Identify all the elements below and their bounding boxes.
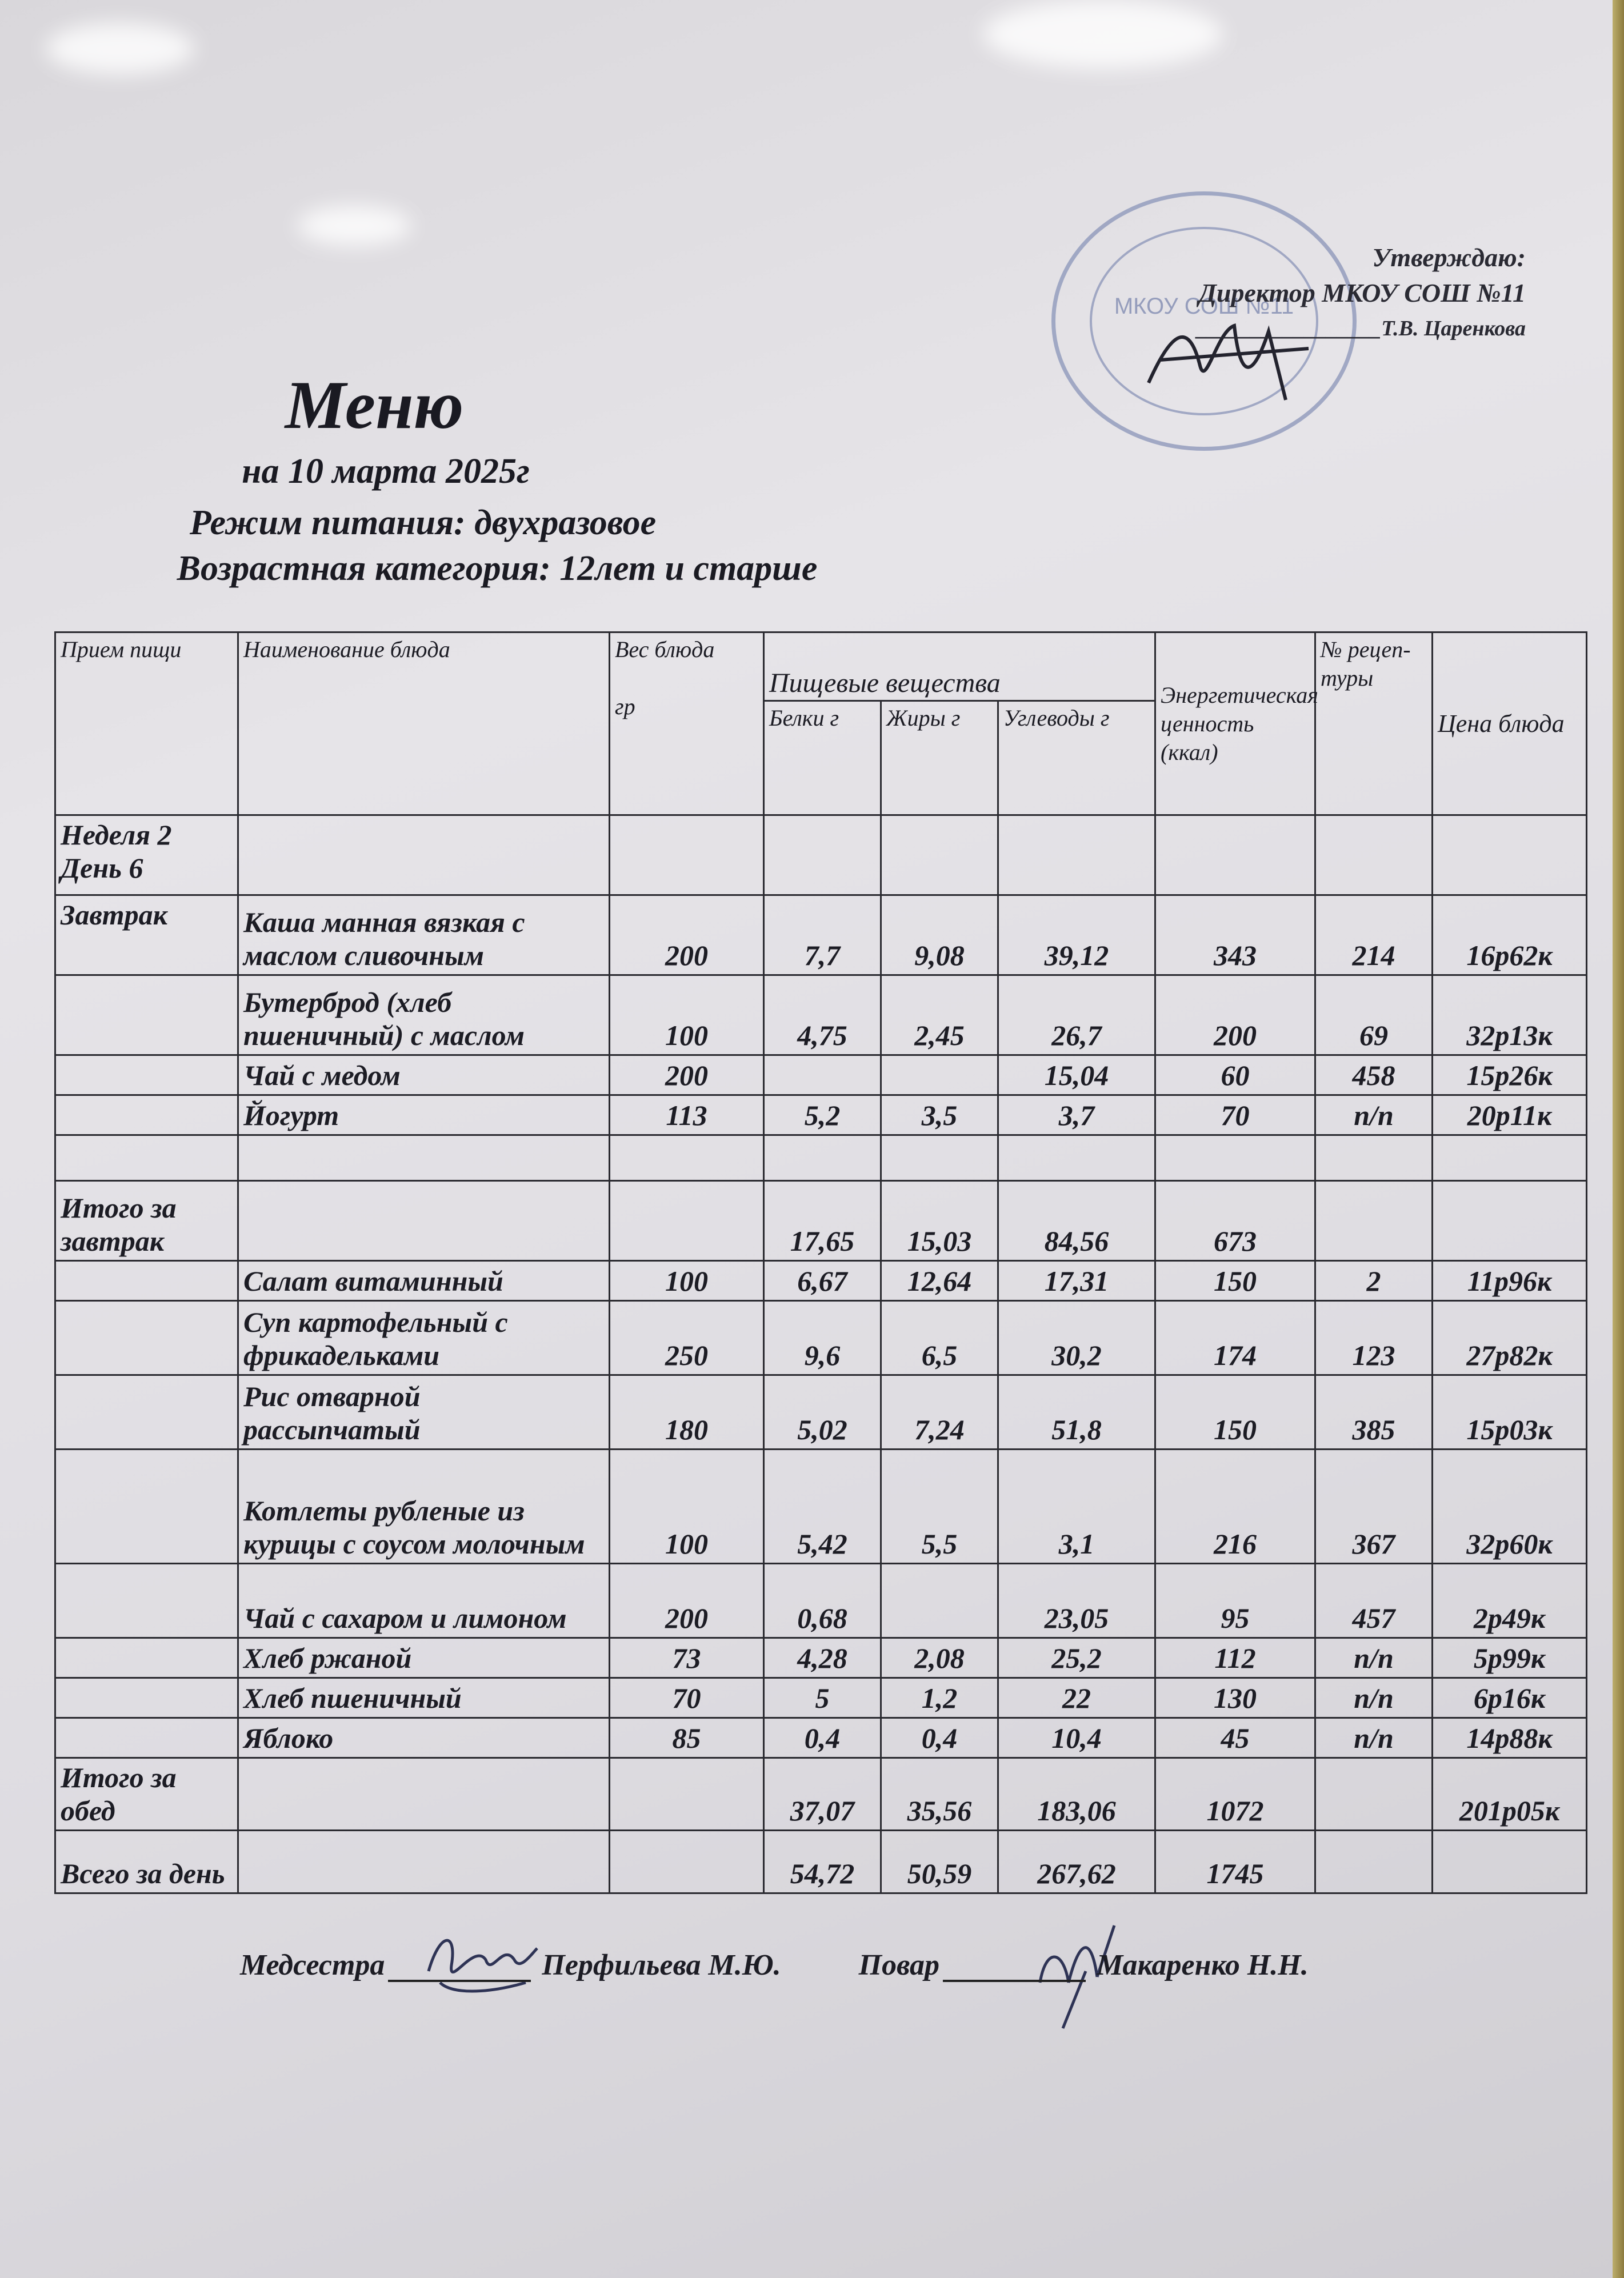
table-row: Хлеб ржаной 73 4,28 2,08 25,2 112 п/п 5р99к — [55, 1638, 1587, 1678]
table-row: Хлеб пшеничный 70 5 1,2 22 130 п/п 6р16к — [55, 1678, 1587, 1718]
nurse-name: Перфильева М.Ю. — [542, 1949, 781, 1981]
seal-text: МКОУ СОШ №11 — [1114, 294, 1294, 319]
breakfast-label: Завтрак — [55, 895, 238, 975]
table-row: Салат витаминный 100 6,67 12,64 17,31 150 2 11р96к — [55, 1261, 1587, 1301]
approval-block — [1057, 240, 1526, 346]
header-energy: Энергетическая ценность (ккал) — [1155, 632, 1315, 815]
approval-director: Директор МКОУ СОШ №11 — [1198, 278, 1526, 307]
menu-table — [54, 631, 1587, 1894]
folder-edge — [1613, 0, 1624, 2278]
breakfast-total-label: Итого за завтрак — [55, 1181, 238, 1261]
header-carbs: Углеводы г — [998, 701, 1155, 815]
table-row: Йогурт 113 5,2 3,5 3,7 70 п/п 20р11к — [55, 1095, 1587, 1135]
header-protein: Белки г — [764, 701, 881, 815]
nurse-label: Медсестра — [240, 1949, 385, 1981]
approval-signature-line: _________________Т.В. Царенкова — [1197, 317, 1526, 341]
page-title: Меню — [285, 367, 464, 443]
age-category: Возрастная категория: 12лет и старше — [177, 549, 818, 588]
cook-label: Повар — [858, 1949, 939, 1981]
header-price: Цена блюда — [1433, 632, 1587, 815]
meal-mode: Режим питания: двухразовое — [189, 503, 657, 542]
menu-date: на 10 марта 2025г — [242, 452, 530, 491]
light-glare — [46, 23, 194, 74]
week-day-cell: Неделя 2 День 6 — [55, 815, 238, 895]
approval-line: Утверждаю: — [1372, 243, 1526, 272]
table-row: Суп картофельный с фрикадельками 250 9,6 6,5 30,2 174 123 27р82к — [55, 1301, 1587, 1375]
day-total-label: Всего за день — [55, 1831, 238, 1893]
cook-name: Макаренко Н.Н. — [1096, 1949, 1309, 1981]
signatures-footer — [240, 1948, 1497, 1982]
lunch-total-label: Итого за обед — [55, 1758, 238, 1831]
table-row: Бутерброд (хлеб пшеничный) с маслом 100 4,75 2,45 26,7 200 69 32р13к — [55, 975, 1587, 1055]
table-row: Котлеты рубленые из курицы с соусом молочным 100 5,42 5,5 3,1 216 367 32р60к — [55, 1450, 1587, 1564]
table-row: Завтрак Каша манная вязкая с маслом сливочным 200 7,7 9,08 39,12 343 214 16р62к — [55, 895, 1587, 975]
header-meal: Прием пищи — [55, 632, 238, 815]
header-dish: Наименование блюда — [238, 632, 610, 815]
day-total-row: Всего за день 54,72 50,59 267,62 1745 — [55, 1831, 1587, 1893]
header-weight: Вес блюда гр — [610, 632, 764, 815]
breakfast-total-row: Итого за завтрак 17,65 15,03 84,56 673 — [55, 1181, 1587, 1261]
lunch-total-row: Итого за обед 37,07 35,56 183,06 1072 201р05к — [55, 1758, 1587, 1831]
light-glare — [983, 0, 1223, 69]
header-nutrients: Пищевые вещества — [764, 632, 1155, 701]
light-glare — [297, 206, 411, 246]
header-recipe: № рецеп-туры — [1315, 632, 1433, 815]
table-row: Рис отварной рассыпчатый 180 5,02 7,24 51,8 150 385 15р03к — [55, 1375, 1587, 1450]
table-row: Яблоко 85 0,4 0,4 10,4 45 п/п 14р88к — [55, 1718, 1587, 1758]
header-fat: Жиры г — [881, 701, 998, 815]
table-row: Чай с сахаром и лимоном 200 0,68 23,05 95 457 2р49к — [55, 1564, 1587, 1638]
table-row: Чай с медом 200 15,04 60 458 15р26к — [55, 1055, 1587, 1095]
